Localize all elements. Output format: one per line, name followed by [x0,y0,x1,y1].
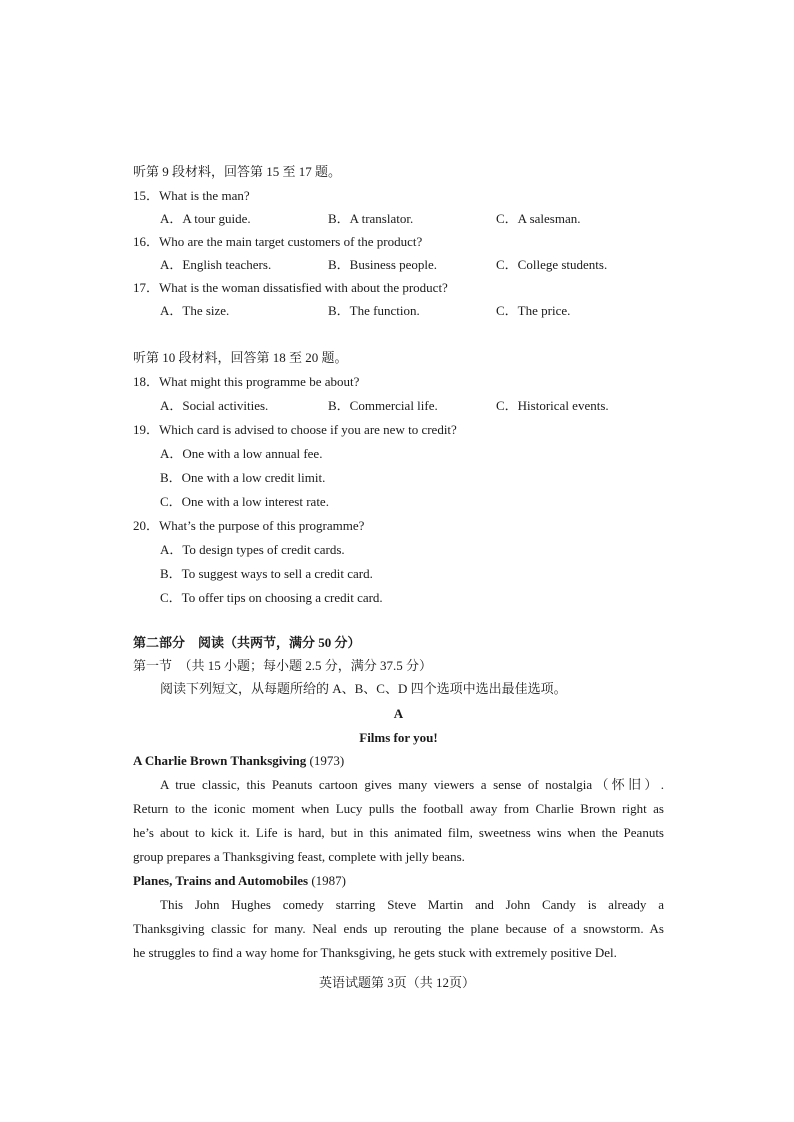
q18-option-c: C．Historical events. [496,398,609,413]
question-16: 16．Who are the main target customers of the product? [133,234,423,249]
q16-option-c: C．College students. [496,257,608,272]
q15-option-b: B．A translator. [328,211,414,226]
passage-letter: A [393,706,404,721]
question-15: 15．What is the man? [133,188,250,203]
question-19: 19．Which card is advised to choose if you are new to credit? [133,422,457,437]
q20-option-c: C．To offer tips on choosing a credit card. [160,590,383,605]
film-1-heading [133,752,344,770]
film-1-line-1: A true classic, this Peanuts cartoon gives many viewers a sense of nostalgia（怀旧）. [160,777,664,792]
question-18: 18．What might this programme be about? [133,374,360,389]
film-1-line-3: he’s about to kick it. Life is hard, but in this animated film, sweetness wins when the Peanuts [133,825,664,840]
film-2-title: Planes, Trains and Automobiles [133,873,309,888]
q16-option-b: B．Business people. [328,257,438,272]
q20-option-b: B．To suggest ways to sell a credit card. [160,566,373,581]
film-2-line-3: he struggles to find a way home for Thanksgiving, he gets stuck with extremely positive Del. [133,945,617,960]
part2-title: 第二部分 阅读（共两节，满分 50 分） [133,635,361,650]
question-17: 17．What is the woman dissatisfied with about the product? [133,280,448,295]
passage-title: Films for you! [359,730,438,745]
film-2-line-2: Thanksgiving classic for many. Neal ends up rerouting the plane because of a snowstorm. As [133,921,664,936]
q18-option-b: B．Commercial life. [328,398,438,413]
film-2-year: (1987) [308,873,346,888]
q19-option-c: C．One with a low interest rate. [160,494,329,509]
q18-option-a: A．Social activities. [160,398,269,413]
q15-option-a: A．A tour guide. [160,211,251,226]
q17-option-b: B．The function. [328,303,420,318]
q16-option-a: A．English teachers. [160,257,272,272]
q19-option-b: B．One with a low credit limit. [160,470,326,485]
question-20: 20．What’s the purpose of this programme? [133,518,365,533]
film-1-line-4: group prepares a Thanksgiving feast, complete with jelly beans. [133,849,465,864]
part2-section-title: 第一节 （共 15 小题；每小题 2.5 分，满分 37.5 分） [133,658,433,673]
film-1-title: A Charlie Brown Thanksgiving [133,753,307,768]
film-1-line-2: Return to the iconic moment when Lucy pulls the football away from Charlie Brown right as [133,801,664,816]
q17-option-a: A．The size. [160,303,230,318]
film-2-line-1: This John Hughes comedy starring Steve Martin and John Candy is already a [160,897,664,912]
film-2-heading [133,872,346,890]
q20-option-a: A．To design types of credit cards. [160,542,345,557]
q15-option-c: C．A salesman. [496,211,581,226]
film-1-year: (1973) [306,753,345,768]
part2-instruction: 阅读下列短文，从每题所给的 A、B、C、D 四个选项中选出最佳选项。 [160,681,567,696]
page-footer: 英语试题第 3页（共 12页） [318,975,475,990]
q19-option-a: A．One with a low annual fee. [160,446,323,461]
q17-option-c: C．The price. [496,303,571,318]
listening-10-instruction: 听第 10 段材料，回答第 18 至 20 题。 [133,350,348,365]
listening-9-instruction: 听第 9 段材料，回答第 15 至 17 题。 [133,164,342,179]
